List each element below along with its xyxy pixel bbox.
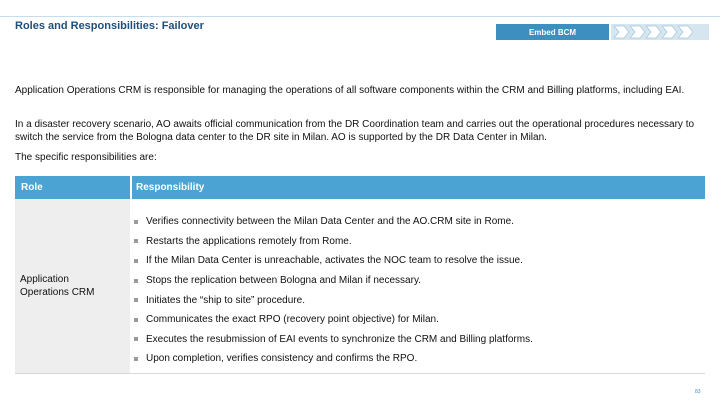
bullet-icon [134,259,138,263]
list-item: Upon completion, verifies consistency and confirms the RPO. [134,349,705,369]
bullet-icon [134,357,138,361]
responsibilities-table [15,176,705,374]
role-line-1: Application [20,274,69,285]
list-item: Verifies connectivity between the Milan Data Center and the AO.CRM site in Rome. [134,212,705,232]
role-cell [15,199,130,373]
table-row [15,199,705,374]
progress-chevrons-icon [611,24,709,40]
header-responsibility: Responsibility [130,176,705,199]
scenario-paragraph: In a disaster recovery scenario, AO awaits official communication from the DR Coordination team and carries out the operational procedures necessary to switch the service from the Bologna data center to the DR site in Milan. AO is supported by the DR Data Center in Milan. [15,119,695,143]
list-item: Initiates the “ship to site” procedure. [134,290,705,310]
list-item: Stops the replication between Bologna and Milan if necessary. [134,271,705,291]
bullet-icon [134,239,138,243]
responsibility-cell [130,199,705,373]
list-item: Executes the resubmission of EAI events to synchronize the CRM and Billing platforms. [134,330,705,350]
responsibilities-lead: The specific responsibilities are: [15,152,157,163]
list-item: Restarts the applications remotely from Rome. [134,232,705,252]
header-role: Role [21,182,43,193]
bullet-icon [134,220,138,224]
bullet-icon [134,318,138,322]
list-item: If the Milan Data Center is unreachable, activates the NOC team to resolve the issue. [134,251,705,271]
list-item: Communicates the exact RPO (recovery point objective) for Milan. [134,310,705,330]
bullet-icon [134,279,138,283]
embed-bcm-badge: Embed BCM [496,24,609,40]
table-header [15,176,705,199]
bullet-icon [134,337,138,341]
bullet-icon [134,298,138,302]
intro-paragraph: Application Operations CRM is responsible for managing the operations of all software components within the CRM and Billing platforms, including EAI. [15,85,685,96]
role-line-2: Operations CRM [20,287,95,298]
page-number: 83 [695,389,701,395]
top-divider [0,16,720,17]
slide-title: Roles and Responsibilities: Failover [15,20,204,32]
